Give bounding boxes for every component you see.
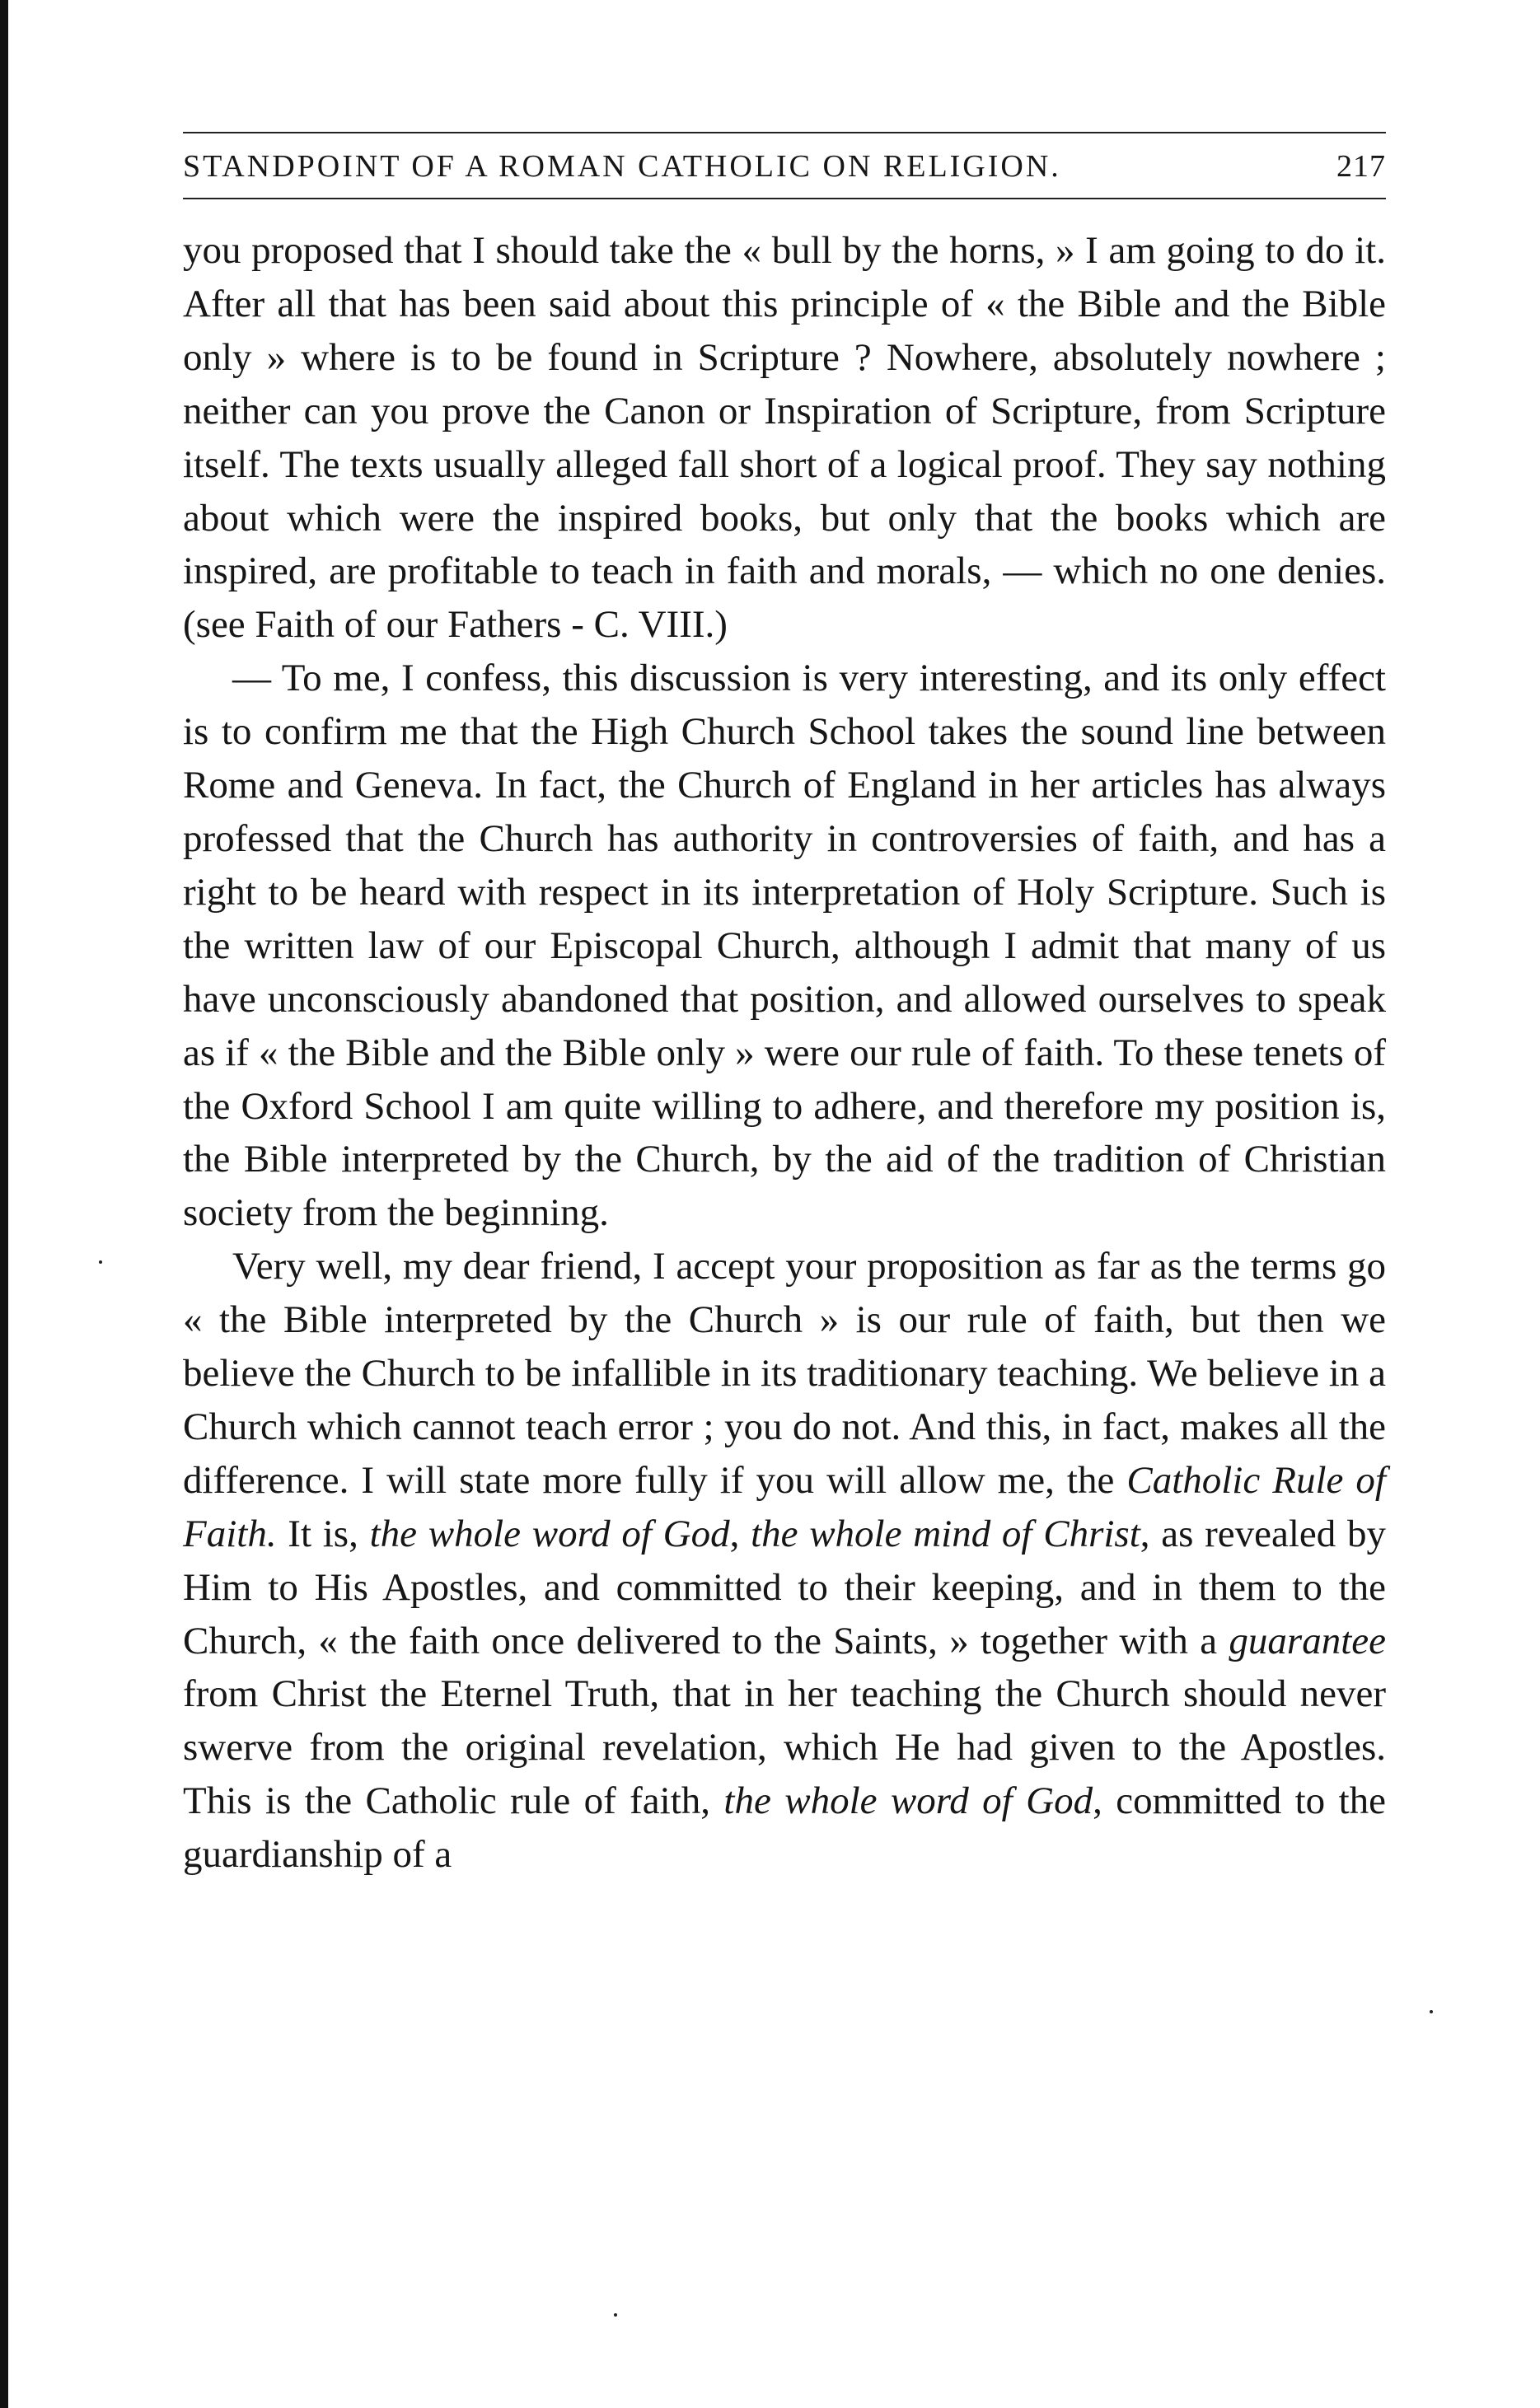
scan-speck [1430, 2010, 1433, 2013]
text-run: Very well, my dear friend, I accept your proposition as far as the terms go « the Bible interpreted by the Church » is our rule of faith, but then we believe the Church to be infallible in its traditionary teaching. We believe in a Church which cannot teach error ; you do not. And this, in fact, makes all the difference. I will state more fully if you will allow me, the [183, 1245, 1386, 1502]
text-run: , committed to the guardianship of a [183, 1779, 1386, 1877]
page-number: 217 [1336, 149, 1386, 184]
text-run: , [729, 1512, 751, 1555]
text-run: you proposed that I should take the « bull by the horns, » I am going to do it. After all that has been said about this principle of « the Bible and the Bible only » where is to be found in Scripture ? Nowhere, absolutely nowhere ; neither can you prove the Canon or Inspiration of Scripture, from Scripture itself. The texts usually alleged fall short of a logical proof. They say nothing about which were the inspired books, but only that the books which are inspired, are profitable to teach in faith and morals, — which no one denies. (see Faith of our Fathers - C. VIII.) [183, 229, 1386, 647]
paragraph-3 [183, 1240, 1386, 1882]
scan-edge-border [0, 0, 8, 2408]
text-run: from Christ the Eternel Truth, that in her teaching the Church should never swerve from the original revelation, which He had given to the Apostles. This is the Catholic rule of faith, [183, 1672, 1386, 1823]
text-run: It is, [276, 1512, 370, 1555]
paragraph-1 [183, 224, 1386, 652]
text-run: , as revealed by Him to His Apostles, and committed to their keeping, and in them to the Church, « the faith once delivered to the Saints, » together with a [183, 1512, 1387, 1662]
italic-run: Catholic Rule of Faith. [183, 1458, 1386, 1555]
text-run: — To me, I confess, this discussion is very interesting, and its only effect is to confirm me that the High Church School takes the sound line between Rome and Geneva. In fact, the Church of England in her articles has always professed that the Church has authority in controversies of faith, and has a right to be heard with respect in its interpretation of Holy Scripture. Such is the written law of our Episcopal Church, although I admit that many of us have unconsciously abandoned that position, and allowed ourselves to speak as if « the Bible and the Bible only » were our rule of faith. To these tenets of the Oxford School I am quite willing to adhere, and therefore my position is, the Bible interpreted by the Church, by the aid of the tradition of Christian society from the beginning. [183, 657, 1386, 1235]
italic-run: the whole mind of Christ [751, 1512, 1140, 1555]
scan-speck [99, 1260, 102, 1264]
body-text [183, 224, 1386, 1882]
paragraph-2 [183, 652, 1386, 1240]
italic-run: guarantee [1229, 1619, 1386, 1662]
running-title: STANDPOINT OF A ROMAN CATHOLIC ON RELIGION. [183, 149, 1061, 184]
italic-run: the whole word of God [369, 1512, 730, 1555]
italic-run: the whole word of God [723, 1779, 1093, 1823]
page-header [183, 132, 1386, 199]
scan-speck [614, 2313, 617, 2317]
